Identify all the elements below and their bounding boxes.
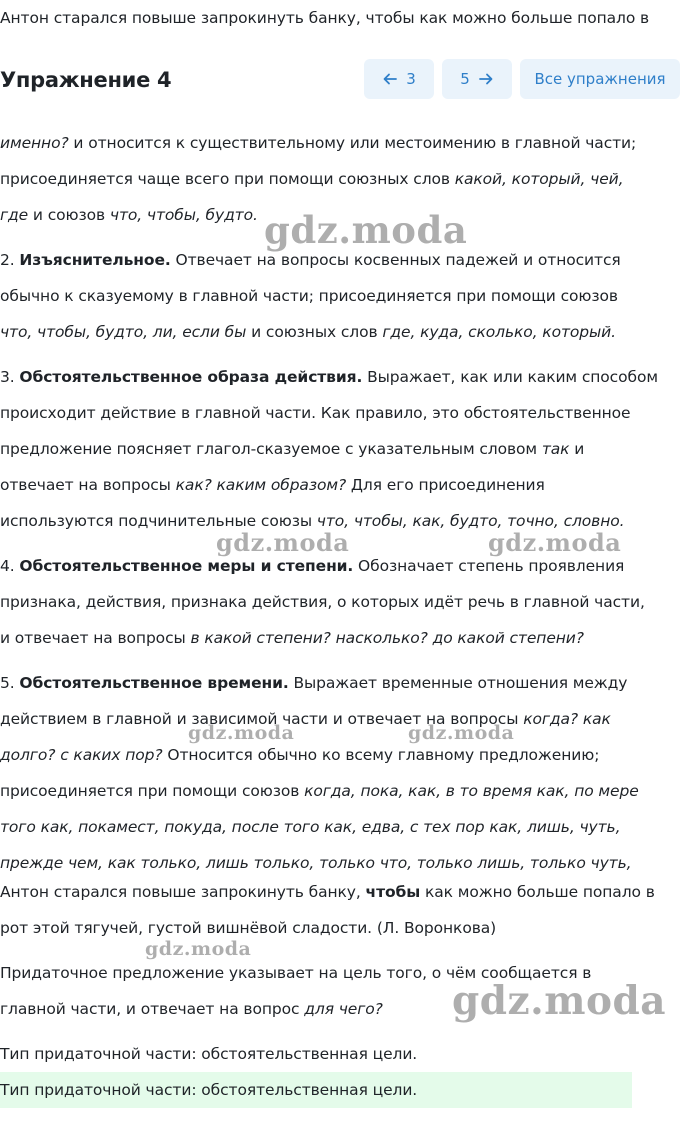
next-exercise-label: 5 — [460, 70, 470, 88]
text-line: предложение поясняет глагол-сказуемое с указательным словом так и — [0, 440, 585, 458]
text-line: именно? и относится к существительному или местоимению в главной части; — [0, 134, 637, 152]
text-line: того как, покамест, покуда, после того как, едва, с тех пор как, лишь, чуть, — [0, 818, 621, 836]
watermark: gdz.moda — [188, 722, 295, 744]
text-line: что, чтобы, будто, ли, если бы и союзных слов где, куда, сколько, который. — [0, 323, 616, 341]
text-line: действием в главной и зависимой части и отвечает на вопросы когда? как — [0, 710, 611, 728]
text-line: рот этой тягучей, густой вишнёвой сладости. (Л. Воронкова) — [0, 919, 497, 937]
text-line: долго? с каких пор? Относится обычно ко всему главному предложению; — [0, 746, 600, 764]
answer-type-highlighted: Тип придаточной части: обстоятельственная цели. — [0, 1081, 418, 1099]
example-sentence: Антон старался повыше запрокинуть банку, чтобы как можно больше попало в — [0, 883, 655, 901]
watermark: gdz.moda — [488, 528, 622, 557]
watermark: gdz.moda — [408, 722, 515, 744]
item-5: 5. Обстоятельственное времени. Выражает временные отношения между — [0, 674, 628, 692]
item-4: 4. Обстоятельственное меры и степени. Обозначает степень проявления — [0, 557, 625, 575]
text-line: присоединяется чаще всего при помощи союзных слов какой, который, чей, — [0, 170, 624, 188]
arrow-right-icon — [478, 71, 494, 87]
text-line: присоединяется при помощи союзов когда, пока, как, в то время как, по мере — [0, 782, 639, 800]
watermark: gdz.moda — [145, 938, 252, 960]
text-line: происходит действие в главной части. Как правило, это обстоятельственное — [0, 404, 631, 422]
text-line: используются подчинительные союзы что, чтобы, как, будто, точно, словно. — [0, 512, 625, 530]
watermark: gdz.moda — [216, 528, 350, 557]
answer-type: Тип придаточной части: обстоятельственная цели. — [0, 1045, 418, 1063]
top-text-line: Антон старался повыше запрокинуть банку, чтобы как можно больше попало в — [0, 9, 650, 27]
text-line: главной части, и отвечает на вопрос для чего? — [0, 1000, 383, 1018]
prev-exercise-label: 3 — [406, 70, 416, 88]
all-exercises-label: Все упражнения — [534, 70, 666, 88]
item-2: 2. Изъяснительное. Отвечает на вопросы косвенных падежей и относится — [0, 251, 621, 269]
text-line: отвечает на вопросы как? каким образом? Для его присоединения — [0, 476, 545, 494]
text-line: и отвечает на вопросы в какой степени? насколько? до какой степени? — [0, 629, 584, 647]
all-exercises-button[interactable] — [520, 59, 680, 99]
prev-exercise-button[interactable] — [364, 59, 434, 99]
text-line: признака, действия, признака действия, о которых идёт речь в главной части, — [0, 593, 645, 611]
text-line: прежде чем, как только, лишь только, только что, только лишь, только чуть, — [0, 854, 632, 872]
watermark: gdz.moda — [264, 208, 468, 252]
page-title: Упражнение 4 — [0, 68, 172, 92]
text-line: обычно к сказуемому в главной части; присоединяется при помощи союзов — [0, 287, 618, 305]
watermark: gdz.moda — [452, 978, 667, 1024]
text-line: где и союзов что, чтобы, будто. — [0, 206, 258, 224]
next-exercise-button[interactable] — [442, 59, 512, 99]
explanation: Придаточное предложение указывает на цель того, о чём сообщается в — [0, 964, 592, 982]
item-3: 3. Обстоятельственное образа действия. Выражает, как или каким способом — [0, 368, 658, 386]
arrow-left-icon — [382, 71, 398, 87]
